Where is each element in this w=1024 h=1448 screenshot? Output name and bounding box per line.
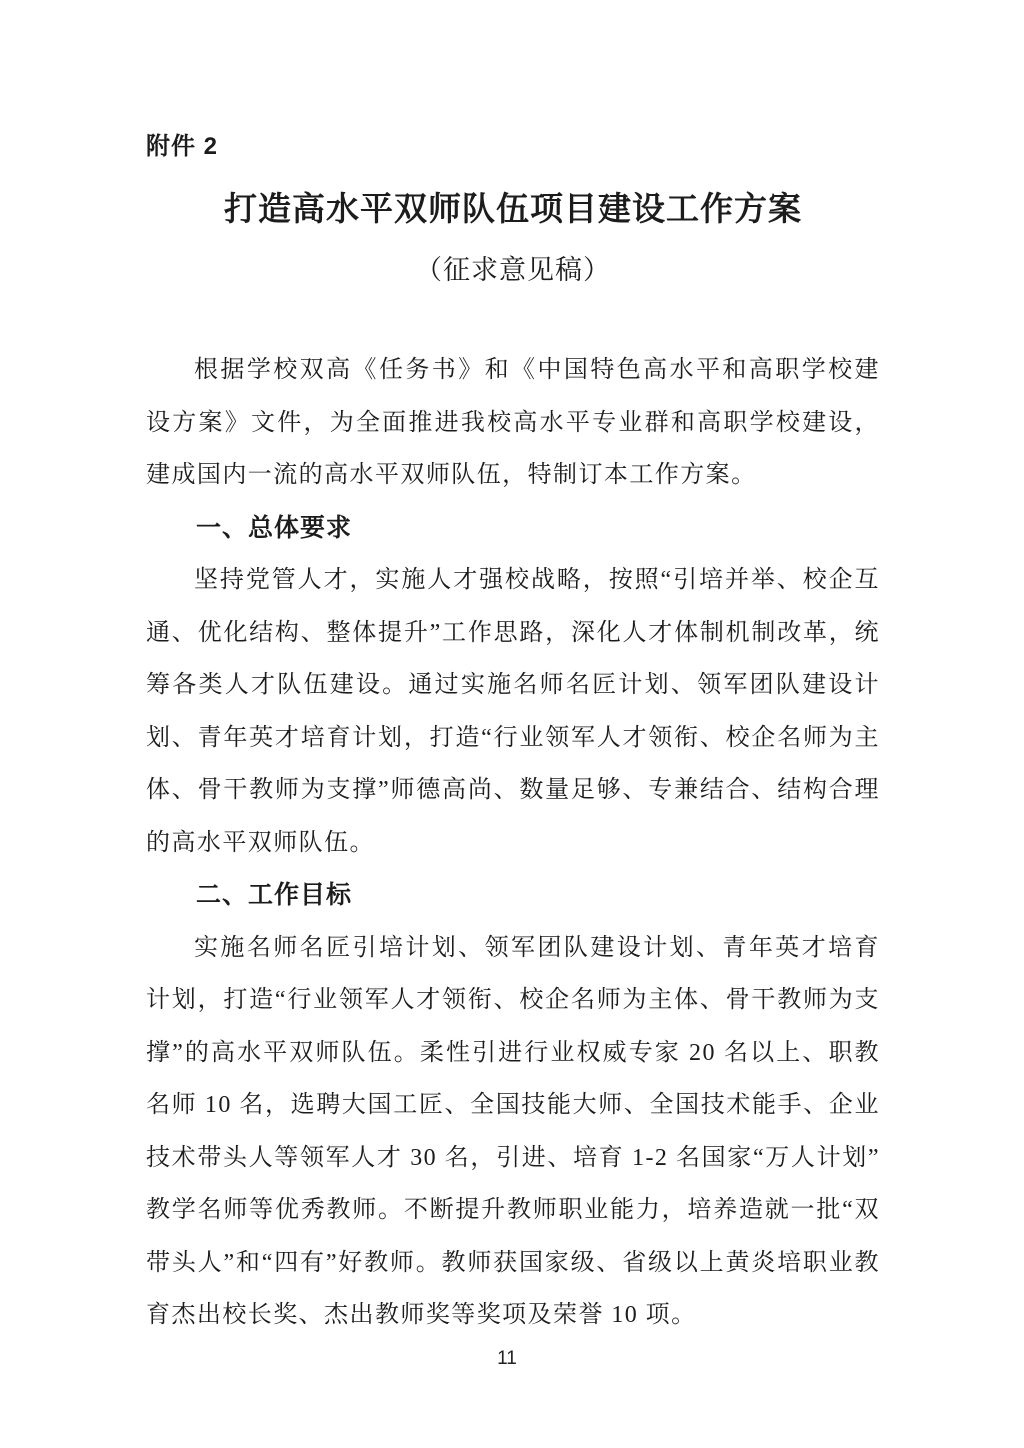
section-2-paragraph: 实施名师名匠引培计划、领军团队建设计划、青年英才培育计划，打造“行业领军人才领衔、校企名师为主体、骨干教师为支撑”的高水平双师队伍。柔性引进行业权威专家 20 名以上、职教名师 10 名，选聘大国工匠、全国技能大师、全国技术能手、企业技术带头人等领军人才 30 名，引进、培育 1-2 名国家“万人计划”教学名师等优秀教师。不断提升教师职业能力，培养造就一批“双带头人”和“四有”好教师。教师获国家级、省级以上黄炎培职业教育杰出校长奖、杰出教师奖等奖项及荣誉 10 项。 <box>146 934 880 1329</box>
section-1-paragraph: 坚持党管人才，实施人才强校战略，按照“引培并举、校企互通、优化结构、整体提升”工作思路，深化人才体制机制改革，统筹各类人才队伍建设。通过实施名师名匠计划、领军团队建设计划、青年英才培育计划，打造“行业领军人才领衔、校企名师为主体、骨干教师为支撑”师德高尚、数量足够、专兼结合、结构合理的高水平双师队伍。 <box>146 567 880 856</box>
intro-paragraph: 根据学校双高《任务书》和《中国特色高水平和高职学校建设方案》文件，为全面推进我校高水平专业群和高职学校建设，建成国内一流的高水平双师队伍，特制订本工作方案。 <box>146 357 880 489</box>
document-body <box>146 344 880 1342</box>
page-number: 11 <box>497 1348 517 1369</box>
attachment-label: 附件 2 <box>146 133 219 160</box>
section-heading-2: 二、工作目标 <box>196 881 353 910</box>
section-heading-1: 一、总体要求 <box>196 513 353 542</box>
document-title: 打造高水平双师队伍项目建设工作方案 <box>224 190 802 227</box>
document-subtitle: （征求意见稿） <box>415 255 611 286</box>
